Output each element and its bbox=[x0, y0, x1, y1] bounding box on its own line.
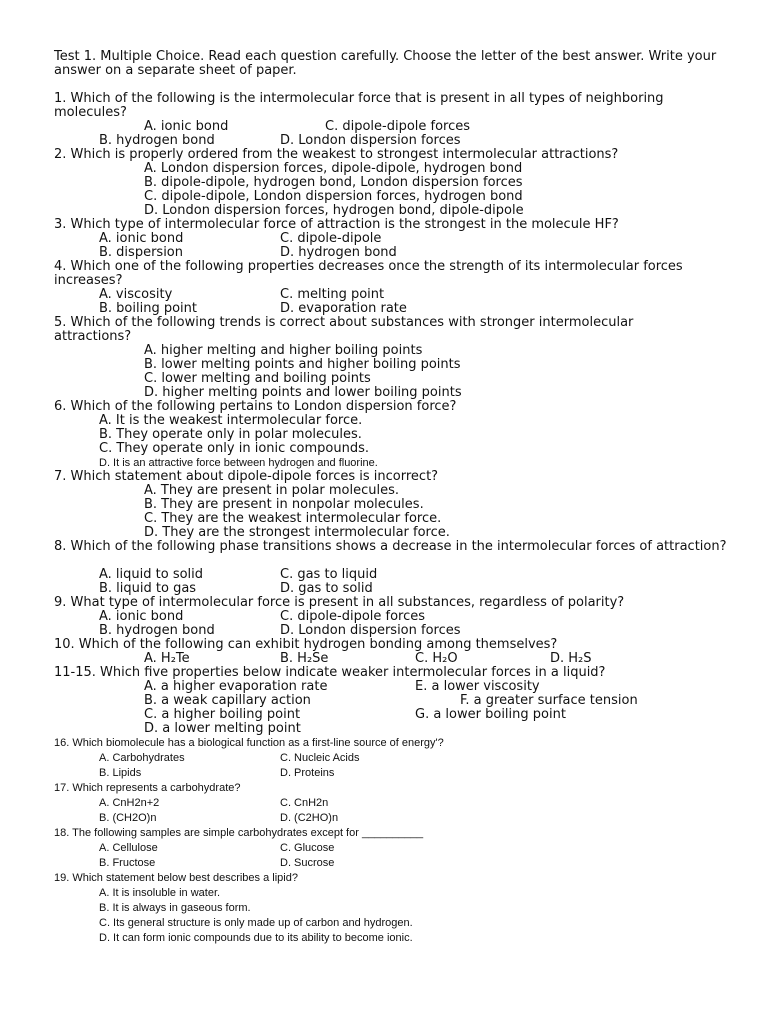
question-3: 3. Which type of intermolecular force of attraction is the strongest in the molecule HF? bbox=[54, 217, 619, 232]
q2-option-a: A. London dispersion forces, dipole-dipole, hydrogen bond bbox=[144, 161, 523, 176]
q9-option-d: D. London dispersion forces bbox=[280, 623, 461, 638]
q16-option-a: A. Carbohydrates bbox=[99, 752, 185, 764]
q8-option-d: D. gas to solid bbox=[280, 581, 373, 596]
q5-option-b: B. lower melting points and higher boiling points bbox=[144, 357, 461, 372]
q3-option-c: C. dipole-dipole bbox=[280, 231, 382, 246]
q4-option-d: D. evaporation rate bbox=[280, 301, 407, 316]
question-9: 9. What type of intermolecular force is present in all substances, regardless of polarity? bbox=[54, 595, 625, 610]
q1-option-d: D. London dispersion forces bbox=[280, 133, 461, 148]
q11-option-c: C. a higher boiling point bbox=[144, 707, 301, 722]
q11-option-g: G. a lower boiling point bbox=[415, 707, 566, 722]
q1-option-b: B. hydrogen bond bbox=[99, 133, 215, 148]
q5-option-a: A. higher melting and higher boiling points bbox=[144, 343, 423, 358]
q18-option-d: D. Sucrose bbox=[280, 857, 335, 869]
q18-option-a: A. Cellulose bbox=[99, 842, 158, 854]
q17-option-a: A. CnH2n+2 bbox=[99, 797, 160, 809]
question-4: 4. Which one of the following properties decreases once the strength of its intermolecular forces increases? bbox=[54, 259, 683, 288]
q1-option-c: C. dipole-dipole forces bbox=[325, 119, 471, 134]
q1-option-a: A. ionic bond bbox=[144, 119, 229, 134]
test-instructions: Test 1. Multiple Choice. Read each question carefully. Choose the letter of the best answer. Write your answer on a separate sheet of paper. bbox=[54, 49, 717, 78]
q10-option-d: D. H₂S bbox=[550, 651, 592, 666]
q7-option-d: D. They are the strongest intermolecular force. bbox=[144, 525, 450, 540]
q3-option-d: D. hydrogen bond bbox=[280, 245, 397, 260]
q19-option-a: A. It is insoluble in water. bbox=[99, 887, 221, 899]
q17-option-c: C. CnH2n bbox=[280, 797, 329, 809]
question-18: 18. The following samples are simple carbohydrates except for __________ bbox=[54, 827, 424, 839]
q1-row1 bbox=[54, 120, 734, 134]
q18-option-b: B. Fructose bbox=[99, 857, 156, 869]
q7-option-b: B. They are present in nonpolar molecules. bbox=[144, 497, 424, 512]
q10-option-b: B. H₂Se bbox=[280, 651, 329, 666]
q10-option-a: A. H₂Te bbox=[144, 651, 190, 666]
question-5: 5. Which of the following trends is correct about substances with stronger intermolecular attractions? bbox=[54, 315, 634, 344]
q11-option-a: A. a higher evaporation rate bbox=[144, 679, 328, 694]
q5-option-c: C. lower melting and boiling points bbox=[144, 371, 371, 386]
q2-option-b: B. dipole-dipole, hydrogen bond, London dispersion forces bbox=[144, 175, 523, 190]
question-19: 19. Which statement below best describes a lipid? bbox=[54, 872, 298, 884]
question-11-15: 11-15. Which five properties below indicate weaker intermolecular forces in a liquid? bbox=[54, 665, 606, 680]
question-6: 6. Which of the following pertains to London dispersion force? bbox=[54, 399, 457, 414]
q10-option-c: C. H₂O bbox=[415, 651, 458, 666]
question-16: 16. Which biomolecule has a biological function as a first-line source of energy'? bbox=[54, 737, 444, 749]
q9-option-a: A. ionic bond bbox=[99, 609, 184, 624]
q11-option-e: E. a lower viscosity bbox=[415, 679, 540, 694]
q6-option-b: B. They operate only in polar molecules. bbox=[99, 427, 362, 442]
q8-option-a: A. liquid to solid bbox=[99, 567, 204, 582]
question-8: 8. Which of the following phase transitions shows a decrease in the intermolecular forces of attraction? bbox=[54, 539, 727, 554]
q5-option-d: D. higher melting points and lower boiling points bbox=[144, 385, 462, 400]
question-17: 17. Which represents a carbohydrate? bbox=[54, 782, 241, 794]
q16-option-c: C. Nucleic Acids bbox=[280, 752, 360, 764]
q3-option-b: B. dispersion bbox=[99, 245, 183, 260]
q16-option-b: B. Lipids bbox=[99, 767, 142, 779]
q7-option-a: A. They are present in polar molecules. bbox=[144, 483, 400, 498]
q6-option-d: D. It is an attractive force between hydrogen and fluorine. bbox=[99, 457, 378, 469]
q4-option-a: A. viscosity bbox=[99, 287, 173, 302]
q2-option-c: C. dipole-dipole, London dispersion forces, hydrogen bond bbox=[144, 189, 523, 204]
q1-row2 bbox=[54, 134, 734, 148]
q6-option-c: C. They operate only in ionic compounds. bbox=[99, 441, 370, 456]
q8-option-c: C. gas to liquid bbox=[280, 567, 378, 582]
q17-option-b: B. (CH2O)n bbox=[99, 812, 157, 824]
question-7: 7. Which statement about dipole-dipole forces is incorrect? bbox=[54, 469, 439, 484]
q19-option-c: C. Its general structure is only made up of carbon and hydrogen. bbox=[99, 917, 413, 929]
q4-option-c: C. melting point bbox=[280, 287, 385, 302]
q19-option-d: D. It can form ionic compounds due to its ability to become ionic. bbox=[99, 932, 413, 944]
q9-option-b: B. hydrogen bond bbox=[99, 623, 215, 638]
q16-option-d: D. Proteins bbox=[280, 767, 335, 779]
q2-option-d: D. London dispersion forces, hydrogen bond, dipole-dipole bbox=[144, 203, 524, 218]
q7-option-c: C. They are the weakest intermolecular force. bbox=[144, 511, 442, 526]
test-page bbox=[54, 50, 734, 946]
q9-option-c: C. dipole-dipole forces bbox=[280, 609, 426, 624]
q3-option-a: A. ionic bond bbox=[99, 231, 184, 246]
q17-option-d: D. (C2HO)n bbox=[280, 812, 339, 824]
q18-option-c: C. Glucose bbox=[280, 842, 335, 854]
q4-option-b: B. boiling point bbox=[99, 301, 198, 316]
question-10: 10. Which of the following can exhibit hydrogen bonding among themselves? bbox=[54, 637, 558, 652]
q11-option-f: F. a greater surface tension bbox=[460, 693, 638, 708]
question-2: 2. Which is properly ordered from the weakest to strongest intermolecular attractions? bbox=[54, 147, 619, 162]
q11-option-d: D. a lower melting point bbox=[144, 721, 301, 736]
q6-option-a: A. It is the weakest intermolecular force. bbox=[99, 413, 363, 428]
q11-option-b: B. a weak capillary action bbox=[144, 693, 311, 708]
q19-option-b: B. It is always in gaseous form. bbox=[99, 902, 251, 914]
question-1: 1. Which of the following is the intermolecular force that is present in all types of neighboring molecules? bbox=[54, 91, 664, 120]
q8-option-b: B. liquid to gas bbox=[99, 581, 197, 596]
